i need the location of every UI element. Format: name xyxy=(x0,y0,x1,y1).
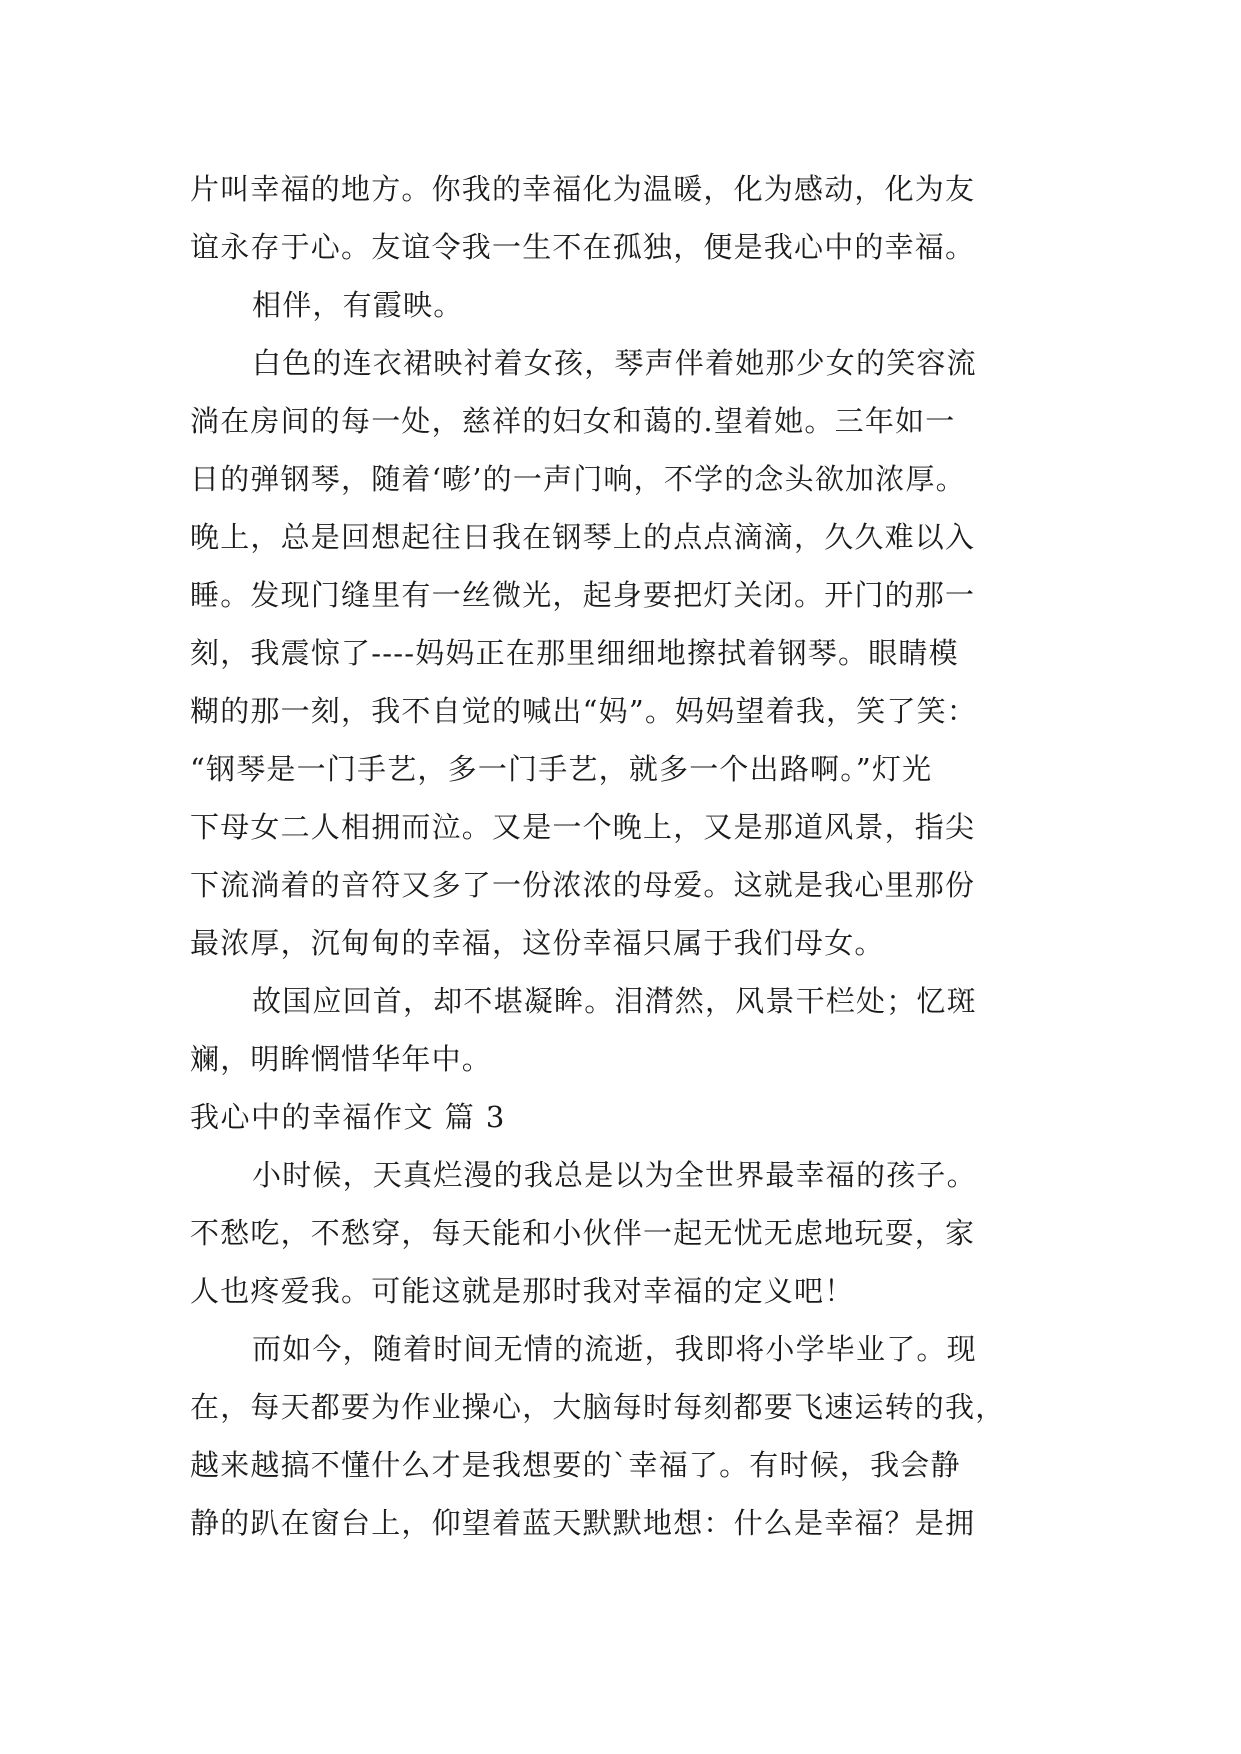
paragraph xyxy=(190,972,1050,1088)
text-line: 睡。发现门缝里有一丝微光，起身要把灯关闭。开门的那一 xyxy=(190,578,976,612)
text-line: 越来越搞不懂什么才是我想要的`幸福了。有时候，我会静 xyxy=(190,1448,961,1482)
text-line: 下母女二人相拥而泣。又是一个晚上，又是那道风景，指尖 xyxy=(190,810,976,844)
paragraph xyxy=(190,1320,1050,1552)
paragraph xyxy=(190,160,1050,276)
text-line: 人也疼爱我。可能这就是那时我对幸福的定义吧！ xyxy=(190,1274,855,1308)
text-line: 白色的连衣裙映衬着女孩，琴声伴着她那少女的笑容流 xyxy=(252,346,977,380)
text-line: “钢琴是一门手艺，多一门手艺，就多一个出路啊。”灯光 xyxy=(190,752,933,786)
text-line: 在，每天都要为作业操心，大脑每时每刻都要飞速运转的我， xyxy=(190,1390,1006,1424)
text-line: 斓，明眸惘惜华年中。 xyxy=(190,1042,493,1076)
text-line: 下流淌着的音符又多了一份浓浓的母爱。这就是我心里那份 xyxy=(190,868,976,902)
heading-text: 我心中的幸福作文 篇 3 xyxy=(190,1100,506,1134)
document-body xyxy=(190,160,1050,1552)
text-line: 谊永存于心。友谊令我一生不在孤独，便是我心中的幸福。 xyxy=(190,230,976,264)
text-line: 而如今，随着时间无情的流逝，我即将小学毕业了。现 xyxy=(252,1332,977,1366)
text-line: 相伴，有霞映。 xyxy=(252,288,464,322)
text-line: 糊的那一刻，我不自觉的喊出“妈”。妈妈望着我，笑了笑： xyxy=(190,694,978,728)
paragraph xyxy=(190,1146,1050,1320)
paragraph xyxy=(190,334,1050,972)
text-line: 晚上，总是回想起往日我在钢琴上的点点滴滴，久久难以入 xyxy=(190,520,976,554)
text-line: 淌在房间的每一处，慈祥的妇女和蔼的.望着她。三年如一 xyxy=(190,404,956,438)
text-line: 小时候，天真烂漫的我总是以为全世界最幸福的孩子。 xyxy=(252,1158,977,1192)
section-heading xyxy=(190,1088,1050,1146)
text-line: 片叫幸福的地方。你我的幸福化为温暖，化为感动，化为友 xyxy=(190,172,976,206)
text-line: 静的趴在窗台上，仰望着蓝天默默地想：什么是幸福？是拥 xyxy=(190,1506,976,1540)
text-line: 最浓厚，沉甸甸的幸福，这份幸福只属于我们母女。 xyxy=(190,926,885,960)
text-line: 刻，我震惊了----妈妈正在那里细细地擦拭着钢琴。眼睛模 xyxy=(190,636,959,670)
paragraph xyxy=(190,276,1050,334)
text-line: 不愁吃，不愁穿，每天能和小伙伴一起无忧无虑地玩耍，家 xyxy=(190,1216,976,1250)
text-line: 故国应回首，却不堪凝眸。泪潸然，风景干栏处；忆斑 xyxy=(252,984,977,1018)
text-line: 日的弹钢琴，随着‘嘭’的一声门响，不学的念头欲加浓厚。 xyxy=(190,462,966,496)
